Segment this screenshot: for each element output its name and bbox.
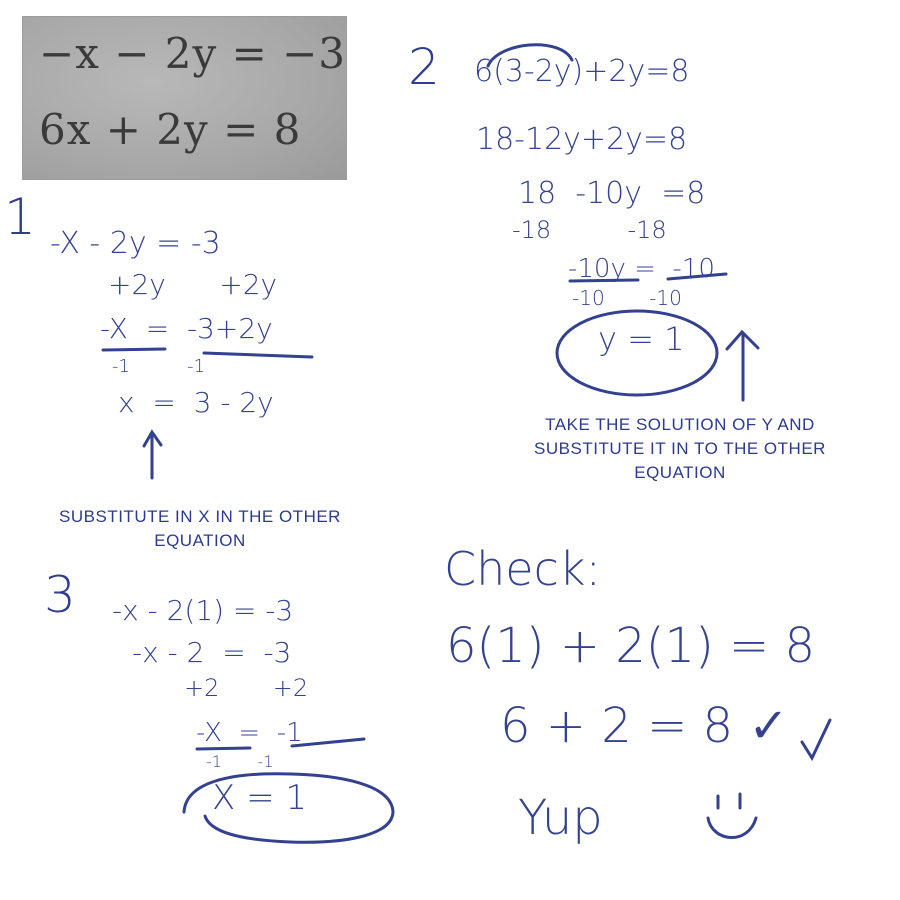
step-3-result: X = 1 — [212, 778, 308, 818]
step-2-line-3: 18 -10y =8 — [518, 176, 706, 211]
step-3-line-1: -x - 2(1) = -3 — [112, 594, 294, 627]
step-2-result: y = 1 — [598, 320, 685, 358]
step-3-number: 3 — [44, 566, 76, 624]
step-1-note: SUBSTITUTE IN X IN THE OTHER EQUATION — [59, 507, 341, 550]
step-3-fraction-bar-left — [197, 748, 250, 749]
smiley-mouth — [708, 818, 756, 838]
step-2-note: TAKE THE SOLUTION OF Y AND SUBSTITUTE IT IN TO THE OTHER EQUATION — [534, 415, 826, 482]
check-line-3: Yup — [518, 790, 603, 846]
equation-photo — [22, 16, 347, 180]
step-2-line-5: -10y = -10 — [568, 254, 715, 284]
check-line-2: 6 + 2 = 8 ✓ — [500, 698, 789, 754]
step-1-fraction-bar-left — [103, 349, 165, 350]
step-1-line-5: x = 3 - 2y — [118, 386, 274, 419]
step-1-line-1: -X - 2y = -3 — [50, 226, 221, 261]
check-mark-icon — [802, 720, 830, 758]
step-3-line-5: -1 -1 — [206, 752, 274, 771]
step-3-line-4: -X = -1 — [196, 718, 303, 748]
step-1-arrow-icon — [144, 432, 161, 478]
step-2-arrow-icon — [727, 332, 758, 400]
check-title: Check: — [444, 542, 602, 596]
step-1-line-2: +2y +2y — [108, 268, 278, 301]
photo-equation-2: 6x + 2y = 8 — [39, 105, 302, 154]
step-2-number: 2 — [408, 38, 440, 96]
step-3-line-3: +2 +2 — [184, 674, 309, 702]
photo-equation-1: −x − 2y = −3 — [39, 29, 347, 78]
step-2-line-1: 6(3-2y)+2y=8 — [474, 54, 690, 89]
step-2-line-4: -18 -18 — [512, 216, 667, 244]
step-1-line-3: -X = -3+2y — [100, 312, 273, 345]
step-3-fraction-bar-right — [292, 739, 364, 746]
step-1-fraction-bar-right — [204, 353, 312, 357]
check-line-1: 6(1) + 2(1) = 8 — [446, 618, 816, 674]
step-2-line-2: 18-12y+2y=8 — [476, 122, 688, 157]
step-1-line-4: -1 -1 — [112, 356, 206, 377]
step-1-number: 1 — [4, 188, 36, 246]
step-3-line-2: -x - 2 = -3 — [132, 636, 292, 669]
step-2-line-6: -10 -10 — [572, 286, 682, 310]
